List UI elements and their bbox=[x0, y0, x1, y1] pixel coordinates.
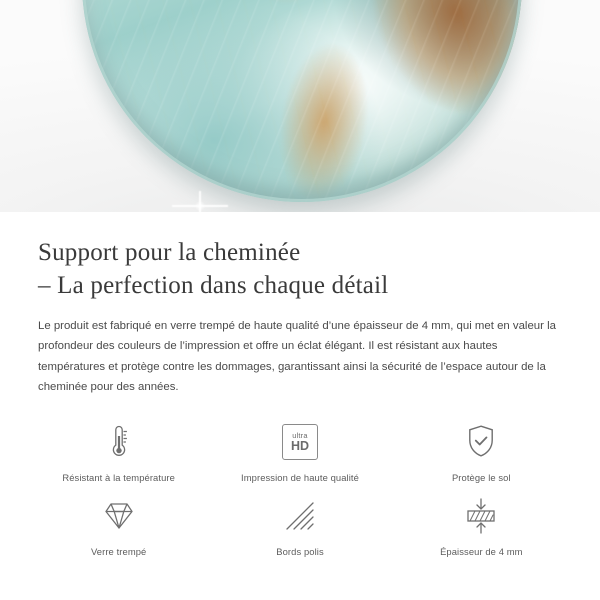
feature-label: Épaisseur de 4 mm bbox=[440, 546, 523, 558]
feature-item bbox=[391, 493, 572, 557]
feature-item bbox=[391, 419, 572, 483]
feature-label: Verre trempé bbox=[90, 546, 147, 558]
hero-image bbox=[0, 0, 600, 212]
feature-label: Résistant à la température bbox=[62, 472, 175, 484]
feature-item bbox=[209, 493, 390, 557]
feature-label: Bords polis bbox=[276, 546, 324, 558]
page-title bbox=[0, 212, 600, 302]
headline-line-1: Support pour la cheminée bbox=[38, 239, 301, 266]
thermometer-icon bbox=[108, 419, 130, 465]
feature-label: Impression de haute qualité bbox=[241, 472, 359, 484]
feature-grid bbox=[0, 397, 600, 557]
ultra-hd-top-text: ultra bbox=[292, 430, 308, 440]
content-block bbox=[0, 212, 600, 557]
glass-panel-product-image bbox=[82, 0, 522, 202]
thickness-arrows-icon bbox=[461, 493, 501, 539]
feature-label: Protège le sol bbox=[451, 472, 511, 484]
shield-check-icon bbox=[464, 419, 498, 465]
diamond-icon bbox=[100, 493, 138, 539]
feature-item bbox=[28, 493, 209, 557]
description-paragraph: Le produit est fabriqué en verre trempé de haute qualité d’une épaisseur de 4 mm, qui met en valeur la profondeur des couleurs de l’impression et offre un éclat élégant. Il est résistant aux hautes températures et protège contre les dommages, garantissant ainsi la sécurité de l’espace autour de la cheminée pour des années. bbox=[38, 320, 556, 393]
feature-item bbox=[209, 419, 390, 483]
ultra-hd-bottom-text: HD bbox=[290, 439, 310, 454]
polished-edges-icon bbox=[283, 493, 317, 539]
feature-item bbox=[28, 419, 209, 483]
ultra-hd-badge-icon bbox=[282, 419, 318, 465]
headline-line-2: – La perfection dans chaque détail bbox=[38, 272, 389, 299]
